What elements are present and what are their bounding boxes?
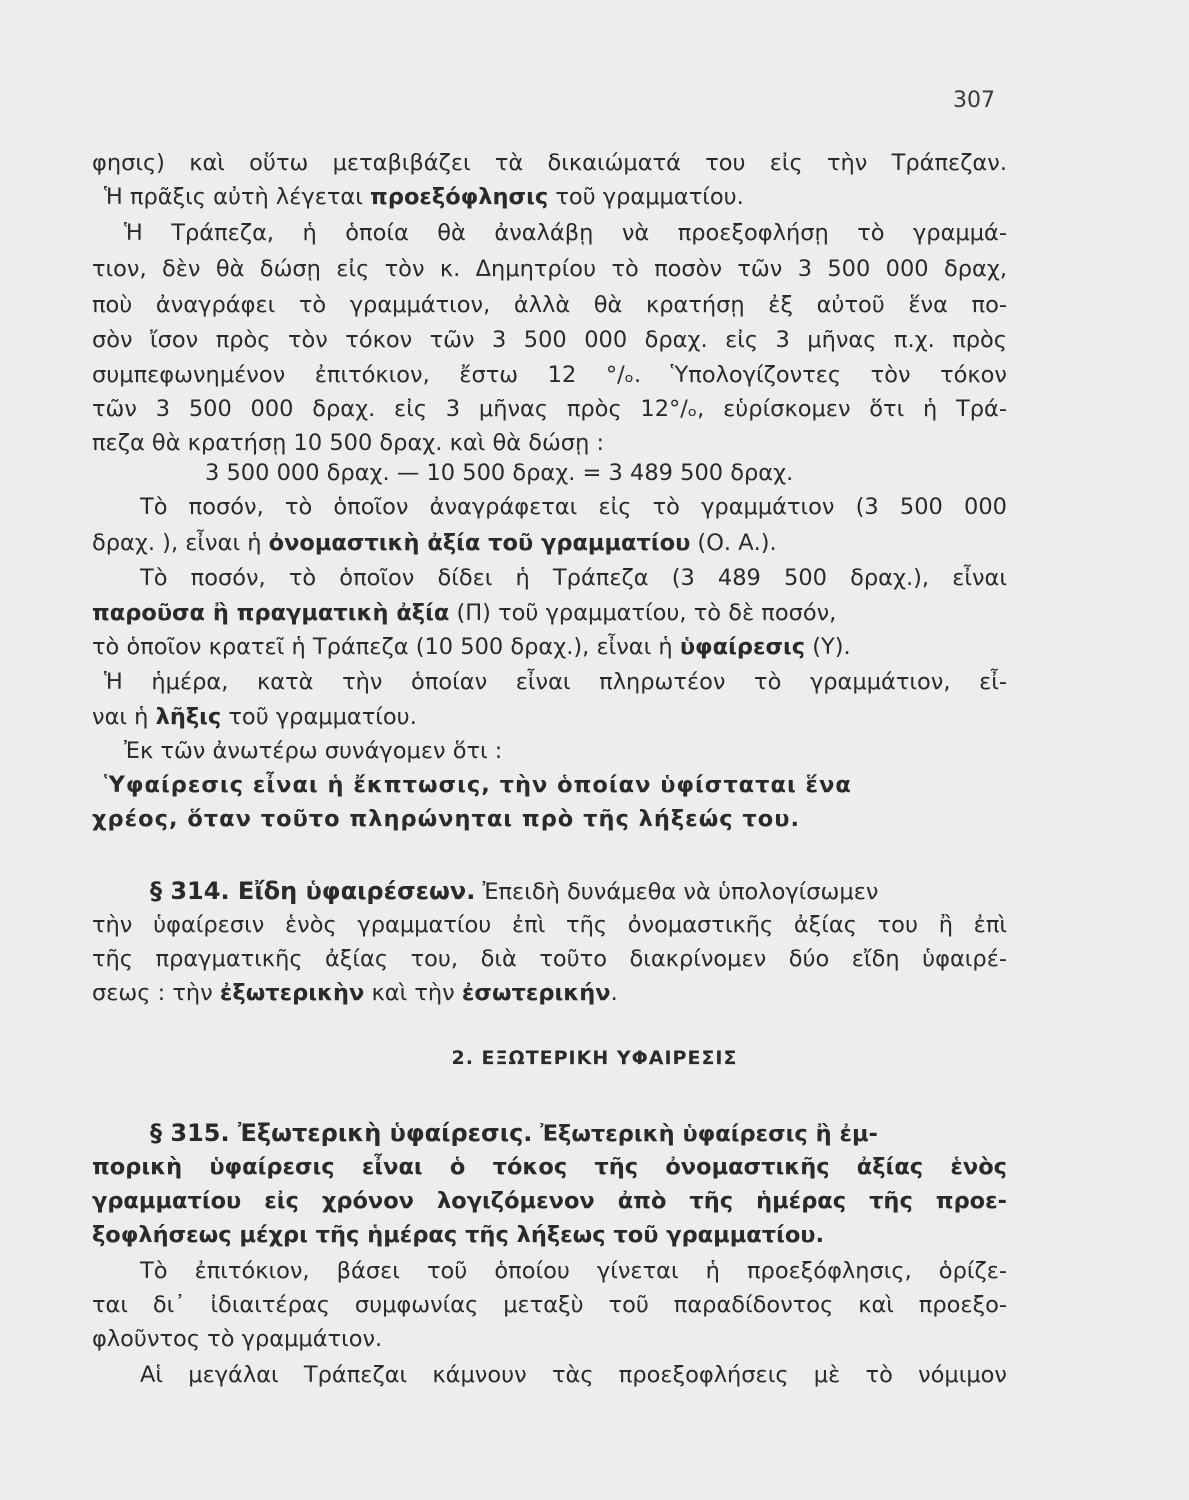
definition-line: ξοφλήσεως μέχρι τῆς ἡμέρας τῆς λήξεως τοῦ γραμματίου. (92, 1222, 825, 1248)
term-esoteriki: ἐσωτερικήν (461, 980, 611, 1006)
definition-line: πορικὴ ὑφαίρεσις εἶναι ὁ τόκος τῆς ὀνομαστικῆς ἀξίας ἑνὸς (92, 1154, 1007, 1180)
definition-line: Ὑφαίρεσις εἶναι ἡ ἔκπτωσις, τὴν ὁποίαν ὑφίσταται ἕνα (104, 772, 852, 798)
text-line: δραχ. ), εἶναι ἡ ὀνομαστικὴ ἀξία τοῦ γραμματίου (Ο. Α.). (92, 530, 777, 556)
equation: 3 500 000 δραχ. — 10 500 δραχ. = 3 489 500 δραχ. (205, 460, 794, 486)
text-line: τὴν ὑφαίρεσιν ἑνὸς γραμματίου ἐπὶ τῆς ὀνομαστικῆς ἀξίας του ἢ ἐπὶ (92, 912, 1007, 938)
text-line: τῆς πραγματικῆς ἀξίας του, διὰ τοῦτο διακρίνομεν δύο εἴδη ὑφαιρέ- (92, 946, 1007, 972)
term-exoteriki: ἐξωτερικὴν (219, 980, 365, 1006)
term-present-value: παροῦσα ἢ πραγματικὴ ἀξία (92, 600, 450, 626)
text-line: ται δι᾽ ἰδιαιτέρας συμφωνίας μεταξὺ τοῦ παραδίδοντος καὶ προεξο- (92, 1292, 1007, 1318)
text-line: Τὸ ἐπιτόκιον, βάσει τοῦ ὁποίου γίνεται ἡ προεξόφλησις, ὁρίζε- (140, 1258, 1007, 1284)
section-314-heading: § 314. Εἴδη ὑφαιρέσεων. (150, 877, 476, 905)
text-line: φλοῦντος τὸ γραμμάτιον. (92, 1326, 383, 1352)
text-line: πεζα θὰ κρατήσῃ 10 500 δραχ. καὶ θὰ δώσῃ : (92, 430, 605, 456)
text-line: φησις) καὶ οὕτω μεταβιβάζει τὰ δικαιώματά του εἰς τὴν Τράπεζαν. (92, 150, 1007, 176)
text-line: τιον, δὲν θὰ δώσῃ εἰς τὸν κ. Δημητρίου τὸ ποσὸν τῶν 3 500 000 δραχ, (92, 256, 1007, 282)
page-number: 307 (953, 88, 995, 113)
text-line: § 315. Ἐξωτερικὴ ὑφαίρεσις. Ἐξωτερικὴ ὑφαίρεσις ἢ ἐμ- (150, 1119, 878, 1147)
text-line: ποὺ ἀναγράφει τὸ γραμμάτιον, ἀλλὰ θὰ κρατήσῃ ἐξ αὐτοῦ ἕνα πο- (92, 292, 1007, 318)
text-line: Τὸ ποσόν, τὸ ὁποῖον δίδει ἡ Τράπεζα (3 489 500 δραχ.), εἶναι (140, 565, 1007, 591)
definition-line: χρέος, ὅταν τοῦτο πληρώνηται πρὸ τῆς λήξεώς του. (92, 806, 800, 832)
text-line: τὸ ὁποῖον κρατεῖ ἡ Τράπεζα (10 500 δραχ.), εἶναι ἡ ὑφαίρεσις (Υ). (92, 634, 851, 660)
text-line: παροῦσα ἢ πραγματικὴ ἀξία (Π) τοῦ γραμματίου, τὸ δὲ ποσόν, (92, 600, 837, 626)
text-line: τῶν 3 500 000 δραχ. εἰς 3 μῆνας πρὸς 12°/ₒ, εὑρίσκομεν ὅτι ἡ Τρά- (92, 396, 1007, 422)
text-line: Τὸ ποσόν, τὸ ὁποῖον ἀναγράφεται εἰς τὸ γραμμάτιον (3 500 000 (140, 494, 1007, 520)
text-line: Αἱ μεγάλαι Τράπεζαι κάμνουν τὰς προεξοφλήσεις μὲ τὸ νόμιμον (140, 1362, 1007, 1388)
term-nominal-value: ὀνομαστικὴ ἀξία τοῦ γραμματίου (268, 530, 691, 556)
section-315-heading: § 315. Ἐξωτερικὴ ὑφαίρεσις. (150, 1119, 533, 1147)
text-line: Ἐκ τῶν ἀνωτέρω συνάγομεν ὅτι : (124, 738, 503, 764)
text-line: σὸν ἴσον πρὸς τὸν τόκον τῶν 3 500 000 δραχ. εἰς 3 μῆνας π.χ. πρὸς (92, 327, 1007, 353)
text-line: § 314. Εἴδη ὑφαιρέσεων. Ἐπειδὴ δυνάμεθα νὰ ὑπολογίσωμεν (150, 877, 879, 905)
text-line: συμπεφωνημένον ἐπιτόκιον, ἔστω 12 °/ₒ. Ὑπολογίζοντες τὸν τόκον (92, 362, 1007, 388)
text-line: σεως : τὴν ἐξωτερικὴν καὶ τὴν ἐσωτερικήν. (92, 980, 618, 1006)
definition-line: γραμματίου εἰς χρόνον λογιζόμενον ἀπὸ τῆς ἡμέρας τῆς προε- (92, 1188, 1007, 1214)
text-line: Ἡ ἡμέρα, κατὰ τὴν ὁποίαν εἶναι πληρωτέον τὸ γραμμάτιον, εἶ- (104, 669, 1007, 695)
text-line: ναι ἡ λῆξις τοῦ γραμματίου. (92, 704, 417, 730)
term-lixis: λῆξις (155, 704, 222, 730)
section-title: 2. ΕΞΩΤΕΡΙΚΗ ΥΦΑΙΡΕΣΙΣ (451, 1047, 738, 1069)
term-yfairesis: ὑφαίρεσις (679, 634, 806, 660)
text-line: Ἡ πρᾶξις αὐτὴ λέγεται προεξόφλησις τοῦ γραμματίου. (104, 184, 744, 210)
term-proexoflisis: προεξόφλησις (370, 184, 549, 210)
text-line: Ἡ Τράπεζα, ἡ ὁποία θὰ ἀναλάβῃ νὰ προεξοφλήσῃ τὸ γραμμά- (124, 220, 1007, 246)
